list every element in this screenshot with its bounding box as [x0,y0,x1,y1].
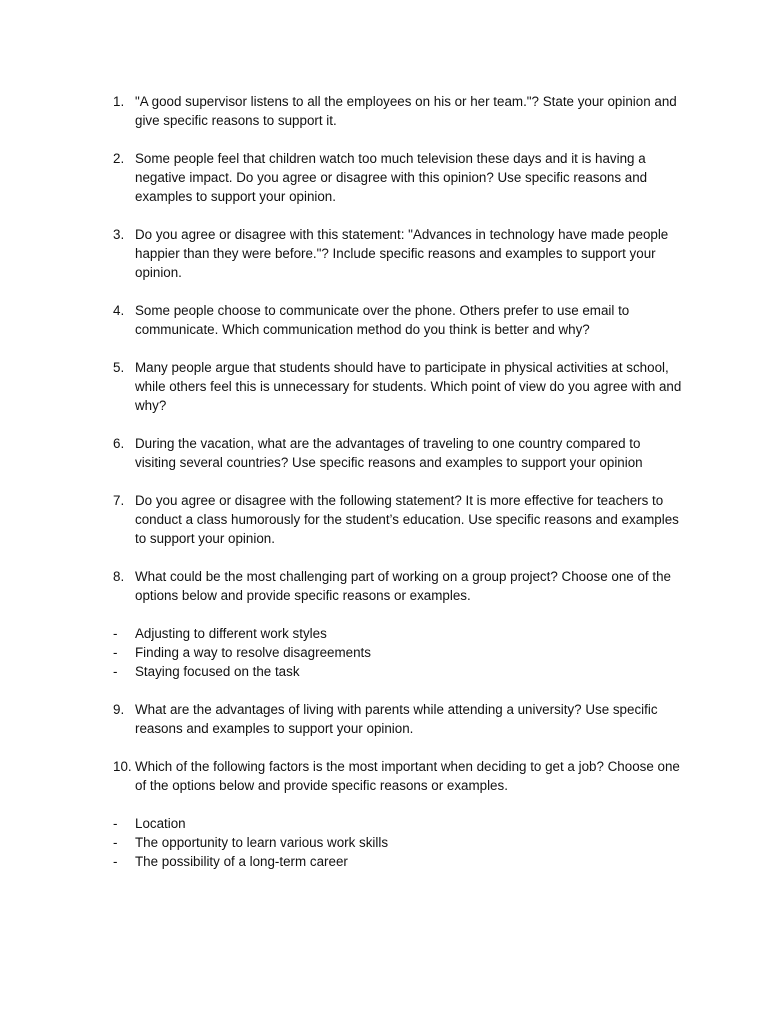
question-number: 3. [113,227,125,242]
option-text: Finding a way to resolve disagreements [135,645,371,660]
option-text: The opportunity to learn various work skills [135,835,389,850]
list-item [113,814,683,833]
question-number: 6. [113,436,125,451]
question-item-10 [113,757,683,795]
question-item-2 [113,149,683,206]
question-item-5 [113,358,683,415]
option-text: Location [135,816,186,831]
options-list-q8 [113,624,683,681]
question-text: Do you agree or disagree with this statement: "Advances in technology have made people happier than they were before."? Include specific reasons and examples to support your opinion. [135,227,669,280]
question-item-4 [113,301,683,339]
question-number: 10. [113,759,132,774]
question-text: Some people feel that children watch too much television these days and it is having a negative impact. Do you agree or disagree with this opinion? Use specific reasons and examples to support your opinion. [135,151,648,204]
question-text: Which of the following factors is the most important when deciding to get a job? Choose one of the options below and provide specific reasons or examples. [135,759,680,793]
list-item [113,852,683,871]
bullet-marker: - [113,816,118,831]
bullet-marker: - [113,664,118,679]
question-item-1 [113,92,683,130]
list-item [113,662,683,681]
question-item-8 [113,567,683,605]
question-text: What could be the most challenging part of working on a group project? Choose one of the options below and provide specific reasons or examples. [135,569,671,603]
question-item-3 [113,225,683,282]
question-item-7 [113,491,683,548]
option-text: Adjusting to different work styles [135,626,327,641]
bullet-marker: - [113,645,118,660]
question-number: 7. [113,493,125,508]
question-text: "A good supervisor listens to all the employees on his or her team."? State your opinion and give specific reasons to support it. [135,94,677,128]
question-text: What are the advantages of living with parents while attending a university? Use specific reasons and examples to support your opinion. [135,702,658,736]
question-text: Some people choose to communicate over the phone. Others prefer to use email to communicate. Which communication method do you think is better and why? [135,303,630,337]
list-item [113,833,683,852]
option-text: Staying focused on the task [135,664,300,679]
question-text: Do you agree or disagree with the following statement? It is more effective for teachers to conduct a class humorously for the student’s education. Use specific reasons and examples to support your opinion. [135,493,679,546]
option-text: The possibility of a long-term career [135,854,348,869]
question-text: Many people argue that students should have to participate in physical activities at school, while others feel this is unnecessary for students. Which point of view do you agree with and why? [135,360,682,413]
question-number: 8. [113,569,125,584]
options-list-q10 [113,814,683,871]
bullet-marker: - [113,626,118,641]
question-number: 9. [113,702,125,717]
question-list [113,92,683,890]
question-number: 4. [113,303,125,318]
list-item [113,643,683,662]
question-number: 2. [113,151,125,166]
question-text: During the vacation, what are the advantages of traveling to one country compared to visiting several countries? Use specific reasons and examples to support your opinion [135,436,643,470]
question-item-9 [113,700,683,738]
question-number: 5. [113,360,125,375]
bullet-marker: - [113,854,118,869]
question-item-6 [113,434,683,472]
bullet-marker: - [113,835,118,850]
list-item [113,624,683,643]
question-number: 1. [113,94,125,109]
